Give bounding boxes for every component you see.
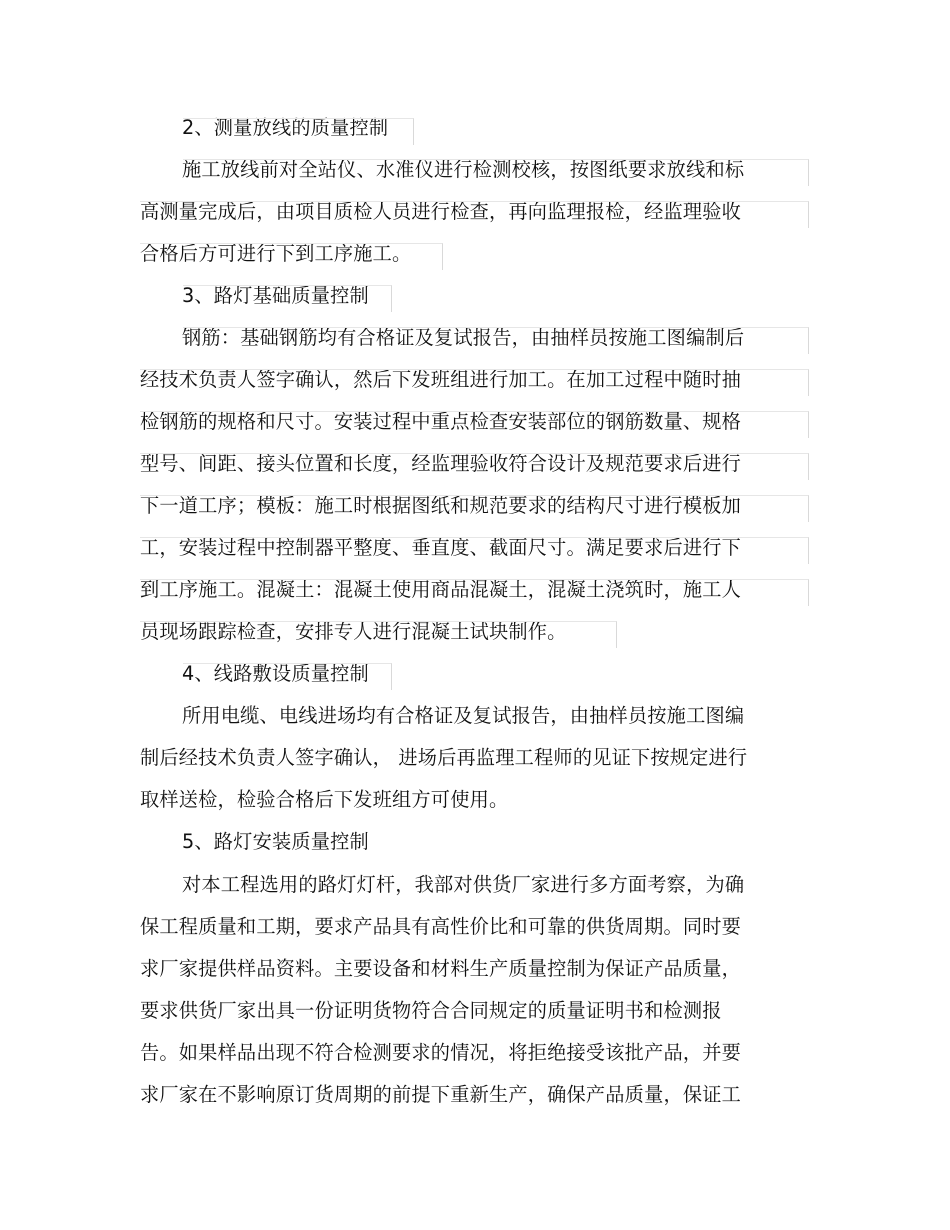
section-heading: 2、测量放线的质量控制 — [182, 116, 389, 139]
scan-rule-marker — [140, 621, 617, 648]
paragraph-line: 高测量完成后，由项目质检人员进行检查，再向监理报检，经监理验收 — [140, 200, 742, 223]
paragraph-line: 到工序施工。混凝土：混凝土使用商品混凝土，混凝土浇筑时，施工人 — [140, 578, 742, 601]
paragraph-line: 下一道工序；模板：施工时根据图纸和规范要求的结构尺寸进行模板加 — [140, 494, 742, 517]
scan-rule-marker — [183, 663, 392, 690]
paragraph-line: 取样送检，检验合格后下发班组方可使用。 — [140, 788, 509, 811]
scan-rule-marker — [140, 411, 809, 438]
paragraph-line: 要求供货厂家出具一份证明货物符合合同规定的质量证明书和检测报 — [140, 999, 722, 1022]
scan-rule-marker — [183, 118, 414, 145]
scan-rule-marker — [140, 243, 443, 270]
paragraph-line: 工，安装过程中控制器平整度、垂直度、截面尺寸。满足要求后进行下 — [140, 536, 742, 559]
paragraph-line: 所用电缆、电线进场均有合格证及复试报告，由抽样员按施工图编 — [182, 704, 745, 727]
paragraph-line: 保工程质量和工期，要求产品具有高性价比和可靠的供货周期。同时要 — [140, 915, 742, 938]
section-heading: 5、路灯安装质量控制 — [182, 830, 369, 853]
scan-rule-marker — [140, 201, 809, 228]
paragraph-line: 型号、间距、接头位置和长度，经监理验收符合设计及规范要求后进行 — [140, 452, 742, 475]
scan-rule-marker — [140, 369, 809, 396]
paragraph-line: 求厂家提供样品资料。主要设备和材料生产质量控制为保证产品质量， — [140, 957, 742, 980]
scan-rule-marker — [183, 159, 809, 186]
paragraph-line: 告。如果样品出现不符合检测要求的情况，将拒绝接受该批产品，并要 — [140, 1041, 742, 1064]
paragraph-line: 对本工程选用的路灯灯杆，我部对供货厂家进行多方面考察，为确 — [182, 873, 745, 896]
scan-rule-marker — [140, 537, 809, 564]
paragraph-line: 施工放线前对全站仪、水准仪进行检测校核，按图纸要求放线和标 — [182, 158, 745, 181]
section-heading: 4、线路敷设质量控制 — [182, 662, 369, 685]
paragraph-line: 员现场跟踪检查，安排专人进行混凝土试块制作。 — [140, 620, 567, 643]
scan-rule-marker — [140, 495, 809, 522]
paragraph-line: 制后经技术负责人签字确认， 进场后再监理工程师的见证下按规定进行 — [140, 746, 748, 769]
scan-rule-marker — [140, 579, 809, 606]
paragraph-line: 检钢筋的规格和尺寸。安装过程中重点检查安装部位的钢筋数量、规格 — [140, 410, 742, 433]
paragraph-line: 经技术负责人签字确认，然后下发班组进行加工。在加工过程中随时抽 — [140, 368, 742, 391]
paragraph-line: 钢筋：基础钢筋均有合格证及复试报告，由抽样员按施工图编制后 — [182, 326, 745, 349]
paragraph-line: 合格后方可进行下到工序施工。 — [140, 242, 412, 265]
scan-rule-marker — [183, 327, 809, 354]
scan-rule-marker — [183, 285, 392, 312]
paragraph-line: 求厂家在不影响原订货周期的前提下重新生产，确保产品质量，保证工 — [140, 1083, 742, 1106]
scan-rule-marker — [140, 453, 809, 480]
section-heading: 3、路灯基础质量控制 — [182, 284, 369, 307]
